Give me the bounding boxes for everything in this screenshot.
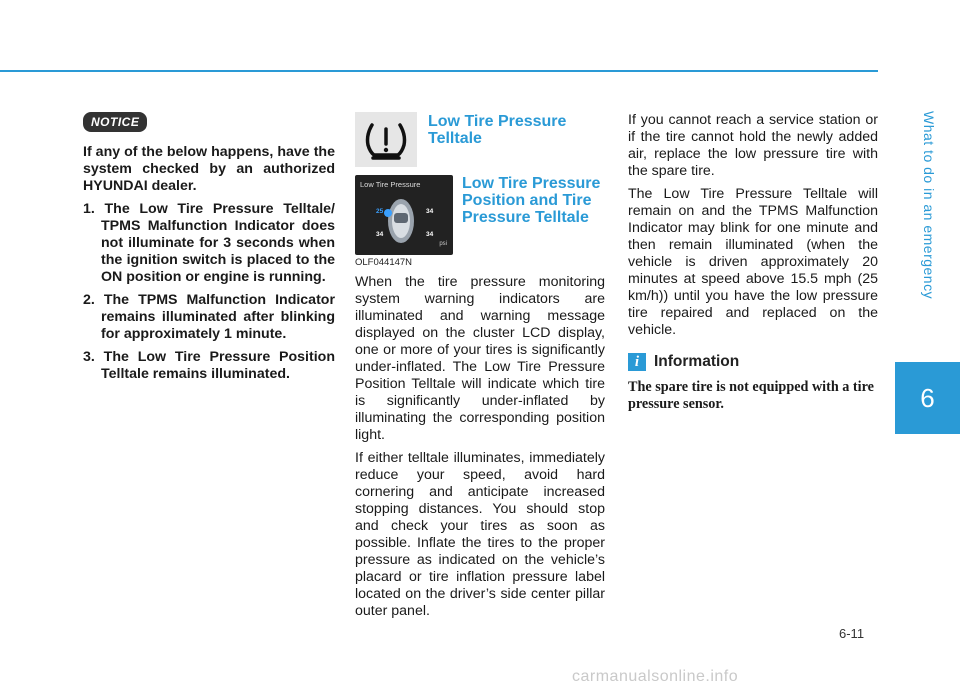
body-paragraph: The Low Tire Pressure Telltale will remain on and the TPMS Malfunction Indicator may blink for one minute and then remain illuminated (when the vehicle is driven approximately 20 minutes at speed above 15.5 mph (25 km/h)) until you have the low pressure tire repaired and replaced on the vehicle. [628, 186, 878, 338]
info-icon: i [628, 353, 646, 371]
watermark: carmanualsonline.info [572, 668, 739, 685]
tire-value-front-left: 25 [376, 208, 384, 215]
body-paragraph: When the tire pressure monitoring system warning indicators are illuminated and warning message displayed on the cluster LCD display, one or more of your tires is significantly under-inflated. The Low Tire Pressure Position Telltale will indicate which tire is significantly under-inflated by illuminating the corresponding position light. [355, 274, 605, 443]
chapter-number-tab[interactable]: 6 [895, 362, 960, 434]
tire-pressure-warning-icon [355, 112, 417, 167]
tire-value-front-right: 34 [426, 208, 434, 215]
notice-column [83, 112, 335, 389]
tire-value-rear-right: 34 [426, 231, 434, 238]
telltale-title: Low Tire Pressure Telltale [428, 113, 567, 147]
chapter-title-vertical: What to do in an emergency [921, 110, 937, 300]
right-column [628, 112, 878, 413]
notice-list [83, 201, 335, 383]
cluster-display-image [355, 175, 453, 255]
tire-value-rear-left: 34 [376, 231, 384, 238]
information-heading [628, 353, 878, 371]
cluster-display-title: Low Tire Pressure [360, 180, 421, 189]
page-number: 6-11 [839, 626, 865, 641]
image-caption: OLF044147N [355, 257, 413, 268]
body-paragraph: If either telltale illuminates, immediately reduce your speed, avoid hard cornering and anticipate increased stopping distances. You should stop and check your tires as soon as possible. Inflate the tires to the proper pressure as indicated on the vehicle’s placard or tire inflation pressure label located on the driver’s side center pillar outer panel. [355, 450, 605, 619]
pressure-unit: psi [439, 241, 447, 247]
information-text: The spare tire is not equipped with a tire pressure sensor. [628, 379, 874, 412]
notice-item: 3. The Low Tire Pressure Position Telltale remains illuminated. [83, 349, 335, 382]
position-telltale-title: Low Tire Pressure Position and Tire Pressure Telltale [462, 175, 601, 226]
notice-badge: NOTICE [83, 112, 147, 132]
body-paragraph: If you cannot reach a service station or if the tire cannot hold the newly added air, replace the low pressure tire with the spare tire. [628, 112, 878, 179]
information-title: Information [654, 353, 740, 370]
telltale-column [355, 112, 605, 626]
notice-item: 1. The Low Tire Pressure Telltale/ TPMS Malfunction Indicator does not illuminate for 3 seconds when the ignition switch is placed to the ON position or engine is running. [83, 201, 335, 285]
header-rule [0, 70, 878, 72]
notice-intro: If any of the below happens, have the system checked by an authorized HYUNDAI dealer. [83, 144, 335, 194]
notice-item: 2. The TPMS Malfunction Indicator remains illuminated after blinking for approximately 1 minute. [83, 292, 335, 342]
